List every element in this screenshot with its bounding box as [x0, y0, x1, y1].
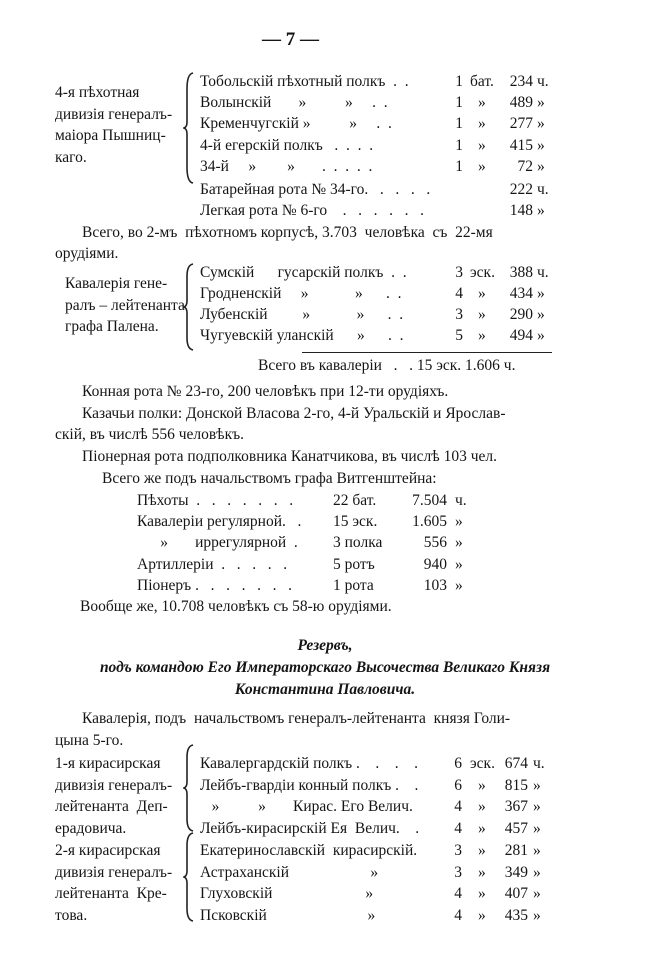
division-label-line: лейтенанта Кре- [55, 885, 167, 902]
regiment-men-suffix: ч. [537, 181, 549, 198]
summary-category: Пiонеръ . . . . . . . [137, 576, 292, 594]
regiment-men-count: 222 [509, 181, 533, 198]
division-label-line: маiора Пышниц- [55, 127, 166, 144]
regiment-units-count: 4 [455, 285, 463, 302]
regiment-unit-type: » [478, 94, 486, 112]
regiment-unit-type: эск. [470, 755, 495, 772]
regiment-unit-type: эск. [470, 264, 495, 281]
regiment-men-count: 407 [504, 885, 528, 903]
regiment-unit-type: » [478, 863, 486, 881]
summary-units: 5 ротъ [333, 555, 375, 573]
regiment-men-count: 388 [509, 264, 533, 281]
regiment-men-count: 494 [509, 327, 533, 344]
regiment-name: Глуховскiй » [200, 885, 374, 903]
summary-category: Артиллерiи . . . . . [137, 555, 288, 573]
regiment-name: Лейбъ-гвардiи конный полкъ . . [200, 776, 419, 794]
regiment-men-count: 435 [504, 907, 528, 925]
regiment-units-count: 1 [455, 115, 463, 133]
reserve-intro: Кавалерiя, подъ начальствомъ генералъ-лейтенанта князя Голи- [82, 710, 511, 727]
regiment-men-suffix: » [537, 157, 545, 175]
regiment-unit-type: » [478, 820, 486, 838]
division-label-line: каго. [55, 148, 87, 166]
summary-suffix: » [455, 576, 463, 594]
summary-category: Пѣхоты . . . . . . . [137, 492, 294, 509]
regiment-men-suffix: » [537, 115, 545, 133]
cavalry-total: Всего въ кавалерiи . . 15 эск. 1.606 ч. [258, 357, 516, 374]
paragraph: Конная рота № 23-го, 200 человѣкъ при 12-ти орудiяхъ. [82, 383, 449, 400]
brace [183, 832, 195, 922]
grand-total: Вообще же, 10.708 человѣкъ съ 58-ю орудiями. [80, 598, 392, 615]
division-label-line: ралъ – лейтенанта [65, 296, 185, 314]
corps-total-cont: орудiями. [55, 245, 119, 262]
regiment-name: Псковскiй » [200, 907, 376, 925]
regiment-men-count: 72 [517, 157, 533, 175]
regiment-men-count: 815 [504, 776, 528, 794]
regiment-units-count: 3 [454, 842, 462, 859]
regiment-name: Волынскiй » » . . [200, 94, 388, 112]
paragraph: скiй, въ числѣ 556 человѣкъ. [55, 426, 245, 443]
summary-men: 556 [423, 534, 447, 552]
regiment-men-count: 489 [509, 94, 533, 112]
regiment-men-suffix: » [533, 820, 541, 838]
brace [183, 263, 195, 351]
regiment-name: » » Кирас. Его Велич. [200, 798, 413, 816]
regiment-name: Батарейная рота № 34-го. . . . . [200, 181, 431, 198]
regiment-men-count: 674 [504, 755, 528, 772]
division-label-line: 2-я кирасирская [55, 842, 161, 859]
regiment-unit-type: бат. [470, 73, 494, 90]
regiment-units-count: 1 [455, 157, 463, 175]
summary-men: 103 [423, 576, 447, 594]
summary-suffix: ч. [455, 492, 467, 509]
regiment-unit-type: » [478, 798, 486, 816]
summary-men: 1.605 [412, 513, 447, 531]
regiment-men-suffix: » [533, 863, 541, 881]
regiment-units-count: 3 [454, 863, 462, 881]
regiment-men-suffix: » [533, 842, 541, 859]
summary-category: Кавалерiи регулярной. . [137, 513, 302, 531]
division-label-line: ерадовича. [55, 819, 127, 837]
division-label-line: дивизiя генералъ- [55, 863, 173, 881]
regiment-men-suffix: » [533, 907, 541, 925]
regiment-unit-type: » [478, 776, 486, 794]
regiment-units-count: 4 [454, 798, 462, 816]
regiment-name: 34-й » » . . . . . [200, 157, 373, 175]
summary-suffix: » [455, 555, 463, 573]
regiment-men-count: 434 [509, 285, 533, 302]
division-label-line: Кавалерiя гене- [65, 275, 168, 292]
regiment-men-suffix: » [537, 285, 545, 302]
regiment-unit-type: » [478, 306, 486, 323]
reserve-subheading-cont: Константина Павловича. [234, 681, 416, 698]
regiment-name: Сумскiй гусарскiй полкъ . . [200, 264, 407, 281]
brace [183, 72, 195, 184]
reserve-intro-cont: цына 5-го. [55, 732, 124, 749]
regiment-name: Лейбъ-кирасирскiй Ея Велич. . [200, 820, 420, 838]
regiment-unit-type: » [478, 115, 486, 133]
regiment-men-suffix: ч. [537, 73, 549, 90]
regiment-men-suffix: » [537, 94, 545, 112]
total-rule [302, 352, 552, 353]
summary-suffix: » [455, 513, 463, 531]
summary-units: 22 бат. [333, 492, 377, 509]
regiment-unit-type: » [478, 327, 486, 344]
summary-units: 3 полка [333, 534, 383, 552]
regiment-men-count: 415 [509, 136, 533, 154]
regiment-units-count: 4 [454, 907, 462, 925]
regiment-men-suffix: » [533, 776, 541, 794]
regiment-name: Астраханскiй » [200, 863, 379, 881]
paragraph: Казачьи полки: Донской Власова 2-го, 4-й Уральскiй и Ярослав- [82, 405, 506, 422]
summary-men: 7.504 [412, 492, 447, 509]
regiment-men-suffix: » [537, 136, 545, 154]
regiment-name: Тобольскiй пѣхотный полкъ . . [200, 73, 409, 90]
regiment-units-count: 3 [455, 264, 463, 281]
regiment-unit-type: » [478, 136, 486, 154]
regiment-men-count: 281 [504, 842, 528, 859]
division-label-line: 1-я кирасирская [55, 755, 161, 772]
regiment-unit-type: » [478, 157, 486, 175]
regiment-men-count: 290 [509, 306, 533, 323]
regiment-unit-type: » [478, 885, 486, 903]
regiment-name: Лубенскiй » » . . [200, 306, 404, 323]
summary-units: 15 эск. [333, 513, 378, 531]
regiment-units-count: 6 [454, 755, 462, 772]
regiment-units-count: 6 [454, 776, 462, 794]
corps-total: Всего, во 2-мъ пѣхотномъ корпусѣ, 3.703 человѣка съ 22-мя [82, 224, 493, 241]
regiment-unit-type: » [478, 907, 486, 925]
regiment-name: Легкая рота № 6-го . . . . . . [200, 202, 425, 220]
regiment-men-suffix: » [537, 327, 545, 344]
regiment-men-suffix: » [537, 306, 545, 323]
regiment-men-count: 349 [504, 863, 528, 881]
regiment-name: Кременчугскiй » » . . [200, 115, 392, 133]
division-label-line: лейтенанта Деп- [55, 798, 168, 815]
regiment-units-count: 5 [455, 327, 463, 344]
division-label-line: дивизiя генералъ- [55, 105, 173, 123]
regiment-men-count: 367 [504, 798, 528, 816]
reserve-subheading: подъ командою Его Императорскаго Высочества Великаго Князя [99, 659, 551, 676]
summary-category: » иррегулярной . [137, 534, 298, 552]
regiment-men-count: 234 [509, 73, 533, 90]
regiment-units-count: 1 [455, 136, 463, 154]
division-label-line: дивизiя генералъ- [55, 776, 173, 794]
regiment-name: Екатеринославскiй кирасирскiй. [200, 842, 418, 859]
regiment-men-suffix: ч. [537, 264, 549, 281]
paragraph: Всего же подъ начальствомъ графа Витгенштейна: [102, 470, 437, 487]
regiment-name: Гродненскiй » » . . [200, 285, 402, 302]
paragraph: Пiонерная рота подполковника Канатчикова, въ числѣ 103 чел. [82, 448, 497, 465]
regiment-men-suffix: » [533, 885, 541, 903]
brace [183, 744, 195, 832]
regiment-units-count: 1 [455, 73, 463, 90]
regiment-name: Кавалергардскiй полкъ . . . . [200, 755, 419, 772]
regiment-name: 4-й егерскiй полкъ . . . . [200, 136, 374, 154]
regiment-units-count: 4 [454, 885, 462, 903]
regiment-men-suffix: ч. [533, 755, 545, 772]
regiment-name: Чугуевскiй уланскiй » . . [200, 327, 404, 344]
regiment-units-count: 1 [455, 94, 463, 112]
regiment-unit-type: » [478, 842, 486, 859]
regiment-men-count: 457 [504, 820, 528, 838]
division-label-line: това. [55, 906, 88, 924]
page-number: — 7 — [262, 29, 319, 50]
division-label-line: 4-я пѣхотная [55, 84, 140, 101]
regiment-men-count: 277 [509, 115, 533, 133]
regiment-men-suffix: » [533, 798, 541, 816]
regiment-men-suffix: » [537, 202, 545, 220]
regiment-unit-type: » [478, 285, 486, 302]
regiment-units-count: 3 [455, 306, 463, 323]
division-label-line: графа Палена. [65, 318, 159, 335]
reserve-heading: Резервъ, [297, 637, 353, 654]
summary-suffix: » [455, 534, 463, 552]
regiment-units-count: 4 [454, 820, 462, 838]
summary-men: 940 [423, 555, 447, 573]
summary-units: 1 рота [333, 576, 374, 594]
regiment-men-count: 148 [509, 202, 533, 220]
